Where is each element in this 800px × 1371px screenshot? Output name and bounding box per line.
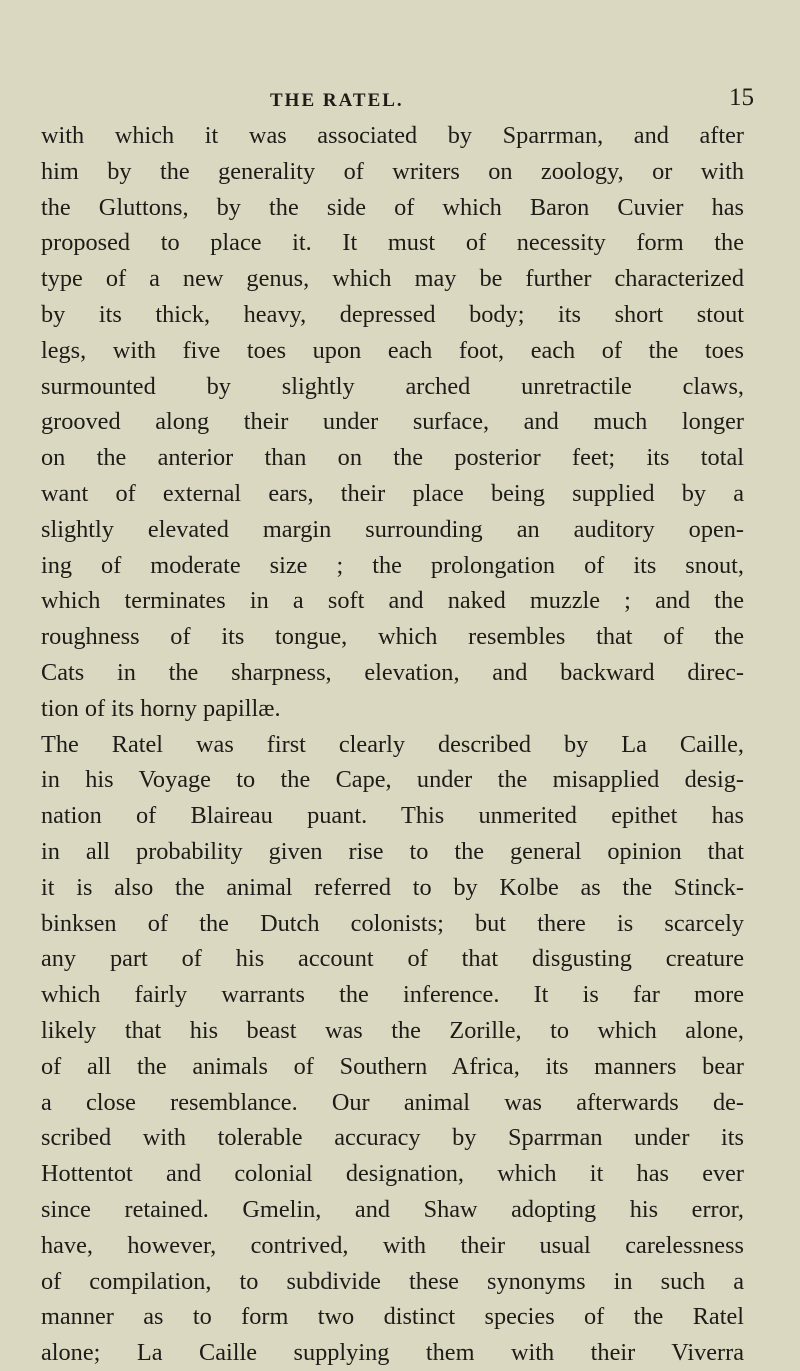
text-line: Cats in the sharpness, elevation, and backward direc-: [41, 658, 744, 686]
text-line: tion of its horny papillæ.: [41, 694, 281, 722]
text-line: the Gluttons, by the side of which Baron Cuvier has: [41, 193, 744, 221]
text-line: by its thick, heavy, depressed body; its short stout: [41, 300, 744, 328]
text-line: roughness of its tongue, which resembles that of the: [41, 623, 744, 651]
text-line: in his Voyage to the Cape, under the misapplied desig-: [41, 766, 744, 794]
text-line: surmounted by slightly arched unretractile claws,: [41, 372, 744, 400]
running-title: THE RATEL.: [270, 90, 404, 111]
text-line: grooved along their under surface, and much longer: [41, 408, 744, 436]
text-line: nation of Blaireau puant. This unmerited epithet has: [41, 802, 744, 830]
text-line: slightly elevated margin surrounding an auditory open-: [41, 515, 744, 543]
text-line: want of external ears, their place being supplied by a: [41, 479, 744, 507]
page-header: [0, 84, 800, 114]
text-line: Hottentot and colonial designation, which it has ever: [41, 1160, 744, 1188]
text-line: on the anterior than on the posterior feet; its total: [41, 444, 744, 472]
text-line: type of a new genus, which may be further characterized: [41, 265, 744, 293]
text-line: in all probability given rise to the general opinion that: [41, 837, 744, 865]
text-line: binksen of the Dutch colonists; but there is scarcely: [41, 909, 744, 937]
text-line: manner as to form two distinct species of the Ratel: [41, 1303, 744, 1331]
text-line: alone; La Caille supplying them with their Viverra: [41, 1339, 744, 1367]
text-line: which terminates in a soft and naked muzzle ; and the: [41, 587, 744, 615]
text-line: scribed with tolerable accuracy by Sparrman under its: [41, 1124, 744, 1152]
text-line: of all the animals of Southern Africa, its manners bear: [41, 1052, 744, 1080]
text-line: him by the generality of writers on zoology, or with: [41, 157, 744, 185]
text-line: proposed to place it. It must of necessity form the: [41, 229, 744, 257]
text-line: ing of moderate size ; the prolongation of its snout,: [41, 551, 744, 579]
text-line: any part of his account of that disgusting creature: [41, 945, 744, 973]
text-line: which fairly warrants the inference. It is far more: [41, 981, 744, 1009]
text-line: a close resemblance. Our animal was afterwards de-: [41, 1088, 744, 1116]
page-number: 15: [729, 84, 754, 111]
text-line: The Ratel was first clearly described by La Caille,: [41, 730, 744, 758]
text-line: of compilation, to subdivide these synonyms in such a: [41, 1267, 744, 1295]
text-line: have, however, contrived, with their usual carelessness: [41, 1231, 744, 1259]
text-line: legs, with five toes upon each foot, each of the toes: [41, 336, 744, 364]
text-line: it is also the animal referred to by Kolbe as the Stinck-: [41, 873, 744, 901]
text-line: likely that his beast was the Zorille, to which alone,: [41, 1016, 744, 1044]
text-line: since retained. Gmelin, and Shaw adopting his error,: [41, 1195, 744, 1223]
body-text: [41, 118, 744, 1371]
text-line: with which it was associated by Sparrman, and after: [41, 122, 744, 149]
